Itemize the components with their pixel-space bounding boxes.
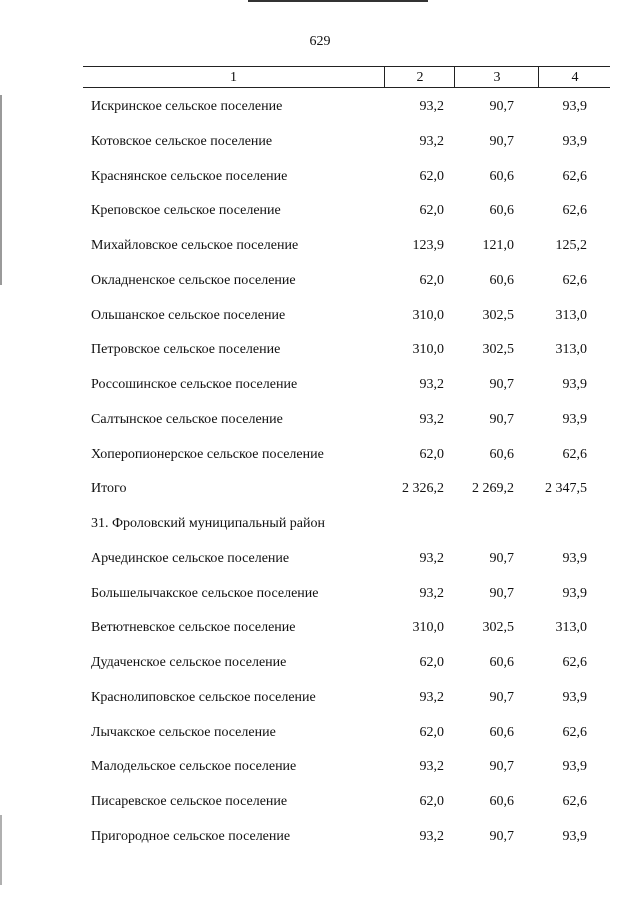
table-row: [0, 821, 640, 856]
row-name: Ветютневское сельское поселение: [91, 620, 296, 636]
row-value-col-4: 93,9: [562, 689, 587, 705]
row-value-col-4: 93,9: [562, 550, 587, 566]
row-name: Окладненское сельское поселение: [91, 272, 296, 288]
row-value-col-3: 302,5: [482, 342, 514, 358]
table-row: [0, 369, 640, 404]
row-value-col-4: 313,0: [555, 620, 587, 636]
row-value-col-2: 93,2: [419, 411, 444, 427]
row-value-col-3: 90,7: [489, 759, 514, 775]
row-value-col-3: 60,6: [489, 655, 514, 670]
row-value-col-2: 2 326,2: [402, 481, 444, 497]
row-value-col-4: 62,6: [562, 655, 587, 670]
row-name: Хоперопионерское сельское поселение: [91, 446, 324, 462]
row-value-col-4: 93,9: [562, 411, 587, 427]
header-col-4: 4: [538, 67, 611, 87]
row-value-col-4: 62,6: [562, 794, 587, 809]
row-value-col-3: 90,7: [489, 133, 514, 149]
row-name: Дудаченское сельское поселение: [91, 655, 287, 670]
table-body: [0, 91, 640, 856]
row-value-col-3: 302,5: [482, 620, 514, 636]
row-name: Пригородное сельское поселение: [91, 828, 291, 844]
row-name: Петровское сельское поселение: [91, 342, 281, 358]
table-header: [83, 66, 610, 88]
table-row: [0, 334, 640, 369]
row-value-col-4: 2 347,5: [545, 481, 587, 497]
row-name: Михайловское сельское поселение: [91, 238, 299, 253]
table-row: [0, 786, 640, 821]
scan-top-rule: [248, 0, 428, 2]
row-name: Арчединское сельское поселение: [91, 550, 290, 566]
row-value-col-4: 93,9: [562, 585, 587, 601]
table-row: [0, 161, 640, 196]
row-value-col-3: 90,7: [489, 99, 514, 114]
row-value-col-2: 62,0: [419, 655, 444, 670]
row-value-col-4: 93,9: [562, 828, 587, 844]
table-row: [0, 612, 640, 647]
row-value-col-3: 60,6: [489, 203, 514, 219]
row-name: Салтынское сельское поселение: [91, 411, 283, 427]
row-name: Искринское сельское поселение: [91, 99, 283, 114]
row-value-col-4: 62,6: [562, 446, 587, 462]
row-name: Краснолиповское сельское поселение: [91, 689, 316, 705]
row-value-col-4: 93,9: [562, 759, 587, 775]
table-row: [0, 195, 640, 230]
row-value-col-3: 60,6: [489, 794, 514, 809]
row-name: Россошинское сельское поселение: [91, 377, 298, 392]
row-value-col-4: 93,9: [562, 133, 587, 149]
row-value-col-4: 93,9: [562, 377, 587, 392]
row-value-col-3: 302,5: [482, 307, 514, 323]
table-row: [0, 578, 640, 613]
row-value-col-3: 90,7: [489, 550, 514, 566]
row-name: Ольшанское сельское поселение: [91, 307, 286, 323]
row-value-col-4: 93,9: [562, 99, 587, 114]
row-value-col-3: 90,7: [489, 689, 514, 705]
table-row: [0, 91, 640, 126]
row-value-col-4: 62,6: [562, 724, 587, 740]
row-value-col-3: 90,7: [489, 585, 514, 601]
row-value-col-3: 2 269,2: [472, 481, 514, 497]
row-value-col-2: 123,9: [412, 238, 444, 253]
row-value-col-4: 62,6: [562, 272, 587, 288]
row-value-col-2: 62,0: [419, 203, 444, 219]
row-value-col-2: 62,0: [419, 794, 444, 809]
row-value-col-3: 60,6: [489, 446, 514, 462]
table-row: [0, 647, 640, 682]
row-value-col-4: 125,2: [555, 238, 587, 253]
row-value-col-3: 90,7: [489, 828, 514, 844]
header-col-1: 1: [230, 70, 237, 85]
row-name: Малодельское сельское поселение: [91, 759, 297, 775]
row-name: Котовское сельское поселение: [91, 133, 273, 149]
row-name: Лычакское сельское поселение: [91, 724, 276, 740]
row-value-col-3: 60,6: [489, 272, 514, 288]
row-value-col-3: 60,6: [489, 724, 514, 740]
row-value-col-2: 93,2: [419, 377, 444, 392]
table-row: [0, 682, 640, 717]
row-value-col-4: 62,6: [562, 203, 587, 219]
table-row: [0, 300, 640, 335]
row-value-col-3: 90,7: [489, 377, 514, 392]
row-value-col-2: 93,2: [419, 828, 444, 844]
table-row: [0, 508, 640, 543]
row-value-col-4: 313,0: [555, 342, 587, 358]
row-value-col-4: 313,0: [555, 307, 587, 323]
table-row: [0, 126, 640, 161]
row-value-col-2: 93,2: [419, 133, 444, 149]
table-row: [0, 751, 640, 786]
row-value-col-2: 62,0: [419, 272, 444, 288]
row-value-col-2: 93,2: [419, 550, 444, 566]
row-value-col-4: 62,6: [562, 168, 587, 184]
row-name: Краснянское сельское поселение: [91, 168, 288, 184]
row-name: 31. Фроловский муниципальный район: [91, 516, 326, 531]
row-value-col-2: 62,0: [419, 724, 444, 740]
header-col-3: 3: [454, 67, 539, 87]
row-value-col-2: 93,2: [419, 99, 444, 114]
row-value-col-2: 310,0: [412, 620, 444, 636]
row-value-col-3: 121,0: [482, 238, 514, 253]
table-row: [0, 404, 640, 439]
row-value-col-3: 90,7: [489, 411, 514, 427]
row-value-col-2: 93,2: [419, 585, 444, 601]
row-value-col-2: 62,0: [419, 446, 444, 462]
row-value-col-2: 310,0: [412, 342, 444, 358]
row-name: Писаревское сельское поселение: [91, 794, 288, 809]
row-name: Итого: [91, 481, 127, 497]
row-value-col-2: 93,2: [419, 689, 444, 705]
header-col-2: 2: [384, 67, 455, 87]
table-row: [0, 717, 640, 752]
row-value-col-2: 93,2: [419, 759, 444, 775]
row-name: Креповское сельское поселение: [91, 203, 281, 219]
row-name: Большелычакское сельское поселение: [91, 585, 319, 601]
row-value-col-2: 310,0: [412, 307, 444, 323]
table-row: [0, 439, 640, 474]
table-row: [0, 473, 640, 508]
row-value-col-2: 62,0: [419, 168, 444, 184]
page-number: 629: [309, 34, 331, 49]
table-row: [0, 265, 640, 300]
table-row: [0, 543, 640, 578]
row-value-col-3: 60,6: [489, 168, 514, 184]
table-row: [0, 230, 640, 265]
